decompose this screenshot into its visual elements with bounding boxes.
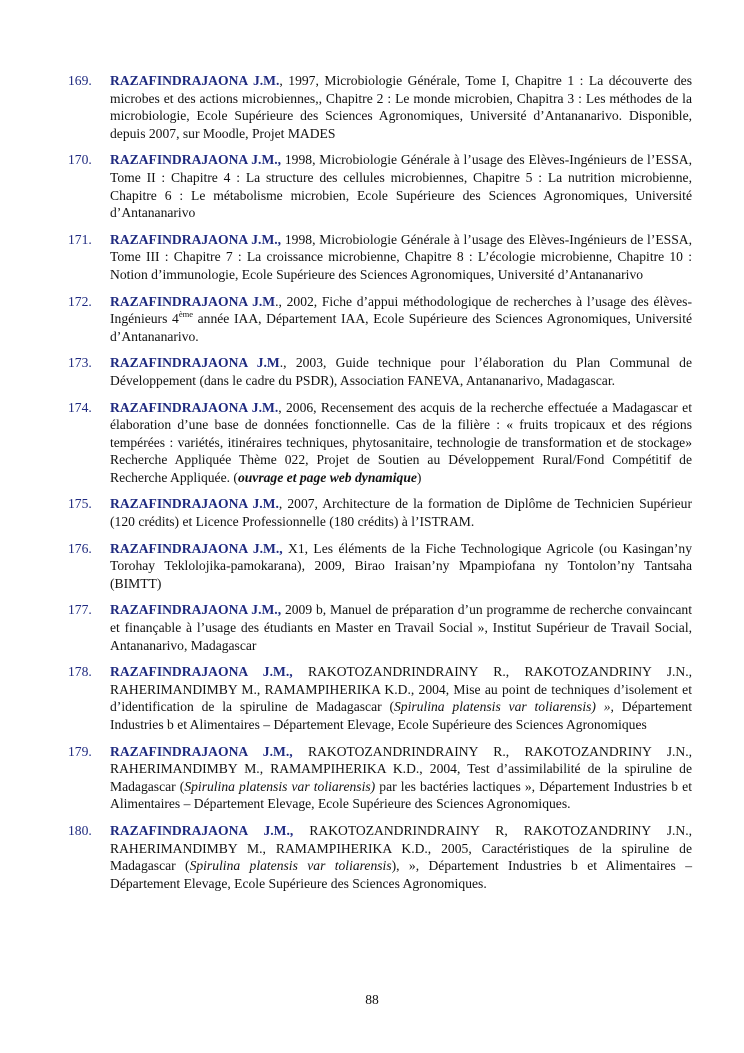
ordinal-superscript: ème (178, 309, 193, 320)
reference-item (68, 743, 692, 813)
reference-text: RAKOTOZANDRINDRAINY R., RAKOTOZANDRINY J.N., RAHERIMANDIMBY M., RAMAMPIHERIKA K.D., 2004, Mise au point de techniques d’isolement et d’identification de la spiruline de Madagascar ( (110, 664, 693, 715)
reference-item (68, 601, 692, 654)
reference-text: ), », Département Industries b et Alimentaires – Département Elevage, Ecole Supérieure des Sciences Agronomiques. (110, 858, 692, 891)
species-name: Spirulina platensis var toliarensis) », (393, 699, 614, 715)
reference-item (68, 231, 692, 284)
reference-author: RAZAFINDRAJAONA J.M., (110, 152, 282, 168)
reference-number: 173. (68, 355, 92, 371)
reference-item (68, 540, 692, 593)
reference-number: 169. (68, 73, 92, 88)
reference-number: 171. (68, 231, 92, 247)
reference-author: RAZAFINDRAJAONA J.M., (110, 540, 283, 556)
reference-item (68, 72, 692, 142)
reference-number: 179. (68, 743, 92, 759)
reference-emphasis: ouvrage et page web dynamique (237, 469, 417, 485)
reference-author: RAZAFINDRAJAONA J.M (110, 355, 280, 371)
reference-author: RAZAFINDRAJAONA J.M., (110, 231, 282, 247)
page-number: 88 (365, 992, 379, 1007)
reference-text: 1998, Microbiologie Générale à l’usage des Elèves-Ingénieurs de l’ESSA, Tome III : Chapitre 7 : La croissance microbienne, Chapitre 8 : L’écologie microbienne, Chapitre 10 : Notion d’immunologie, Ecole Supérieure des Sciences Agronomiques, Université d’Antananarivo (110, 231, 692, 282)
reference-item (68, 354, 692, 389)
reference-item (68, 822, 692, 892)
reference-text: 2009 b, Manuel de préparation d’un programme de recherche convaincant et finançable à l’usage des étudiants en Master en Travail Social », Institut Supérieur de Travail Social, Antananarivo, Madagascar (110, 602, 692, 653)
reference-number: 180. (68, 822, 92, 838)
reference-author: RAZAFINDRAJAONA J.M., (110, 664, 293, 680)
reference-text: , 1997, Microbiologie Générale, Tome I, Chapitre 1 : La découverte des microbes et des actions microbiennes,, Chapitre 2 : Le monde microbien, Chapitra 3 : Les méthodes de la microbiologie, Ecole Supérieure des Sciences Agronomiques, Université d’Antananarivo. Disponible, depuis 2007, sur Moodle, Projet MADES (110, 73, 692, 141)
reference-number: 178. (68, 664, 92, 680)
reference-item (68, 151, 692, 221)
reference-text: RAKOTOZANDRINDRAINY R., RAKOTOZANDRINY J.N., RAHERIMANDIMBY M., RAMAMPIHERIKA K.D., 2004, Test d’assimilabilité de la spiruline de Madagascar ( (110, 743, 693, 794)
reference-number: 177. (68, 602, 92, 618)
reference-author: RAZAFINDRAJAONA J.M (110, 293, 276, 309)
reference-number: 172. (68, 293, 92, 309)
reference-author: RAZAFINDRAJAONA J.M. (110, 399, 279, 415)
reference-number: 176. (68, 540, 92, 556)
reference-text: 1998, Microbiologie Générale à l’usage des Elèves-Ingénieurs de l’ESSA, Tome II : Chapitre 4 : La structure des cellules microbiennes, Chapitre 5 : La nutrition microbienne, Chapitre 6 : Le métabolisme microbien, Ecole Supérieure des Sciences Agronomiques, Université d’Antananarivo (110, 152, 692, 221)
reference-number: 170. (68, 152, 92, 168)
species-name: Spirulina platensis var toliarensis) (184, 778, 376, 794)
reference-item (68, 399, 692, 487)
reference-item (68, 663, 692, 733)
reference-item (68, 293, 692, 346)
reference-text: année IAA, Département IAA, Ecole Supérieure des Sciences Agronomiques, Université d’Antananarivo. (110, 311, 693, 344)
reference-text: , 2007, Architecture de la formation de Diplôme de Technicien Supérieur (120 crédits) et Licence Professionnelle (180 crédits) à l’ISTRAM. (110, 496, 692, 530)
reference-author: RAZAFINDRAJAONA J.M. (110, 496, 279, 512)
reference-text: ., 2002, Fiche d’appui méthodologique de recherches à l’usage des élèves-Ingénieurs 4 (110, 293, 693, 327)
reference-text: X1, Les éléments de la Fiche Technologique Agricole (ou Kasingan’ny Torohay Teklolojika-pamokarana), 2009, Birao Iraisan’ny Mpampiofana ny Tontolon’ny Tantsaha (BIMTT) (110, 540, 692, 591)
reference-text: par les bactéries lactiques », Département Industries b et Alimentaires – Département Elevage, Ecole Supérieure des Sciences Agronomiques. (110, 778, 692, 812)
reference-list (68, 72, 692, 901)
reference-text: RAKOTOZANDRINDRAINY R, RAKOTOZANDRINY J.N., RAHERIMANDIMBY M., RAMAMPIHERIKA K.D., 2005, Caractéristiques de la spiruline de Madagascar ( (110, 822, 692, 874)
reference-author: RAZAFINDRAJAONA J.M., (110, 822, 294, 838)
reference-number: 174. (68, 399, 92, 415)
reference-text: , 2006, Recensement des acquis de la recherche effectuée a Madagascar et élaboration d’une base de données fonctionnelle. Cas de la filière : « fruits tropicaux et des régions tempérées : variétés, itinéraires techniques, phytosanitaire, technologie de transformation et de stockage» Recherche Appliquée Thème 022, Projet de Soutien au Développement Rural/Fond Compétitif de Recherche Appliquée. ( (110, 399, 692, 485)
reference-number: 175. (68, 496, 92, 512)
reference-author: RAZAFINDRAJAONA J.M., (110, 743, 293, 759)
reference-text: ) (416, 469, 422, 485)
reference-item (68, 495, 692, 530)
reference-text: ., 2003, Guide technique pour l’élaboration du Plan Communal de Développement (dans le cadre du PSDR), Association FANEVA, Antananarivo, Madagascar. (110, 355, 693, 388)
reference-author: RAZAFINDRAJAONA J.M., (110, 602, 282, 618)
species-name: Spirulina platensis var toliarensis (189, 858, 392, 874)
reference-text: Département Industries b et Alimentaires – Département Elevage, Ecole Supérieure des Sciences Agronomiques (110, 699, 692, 732)
reference-author: RAZAFINDRAJAONA J.M. (110, 73, 280, 88)
